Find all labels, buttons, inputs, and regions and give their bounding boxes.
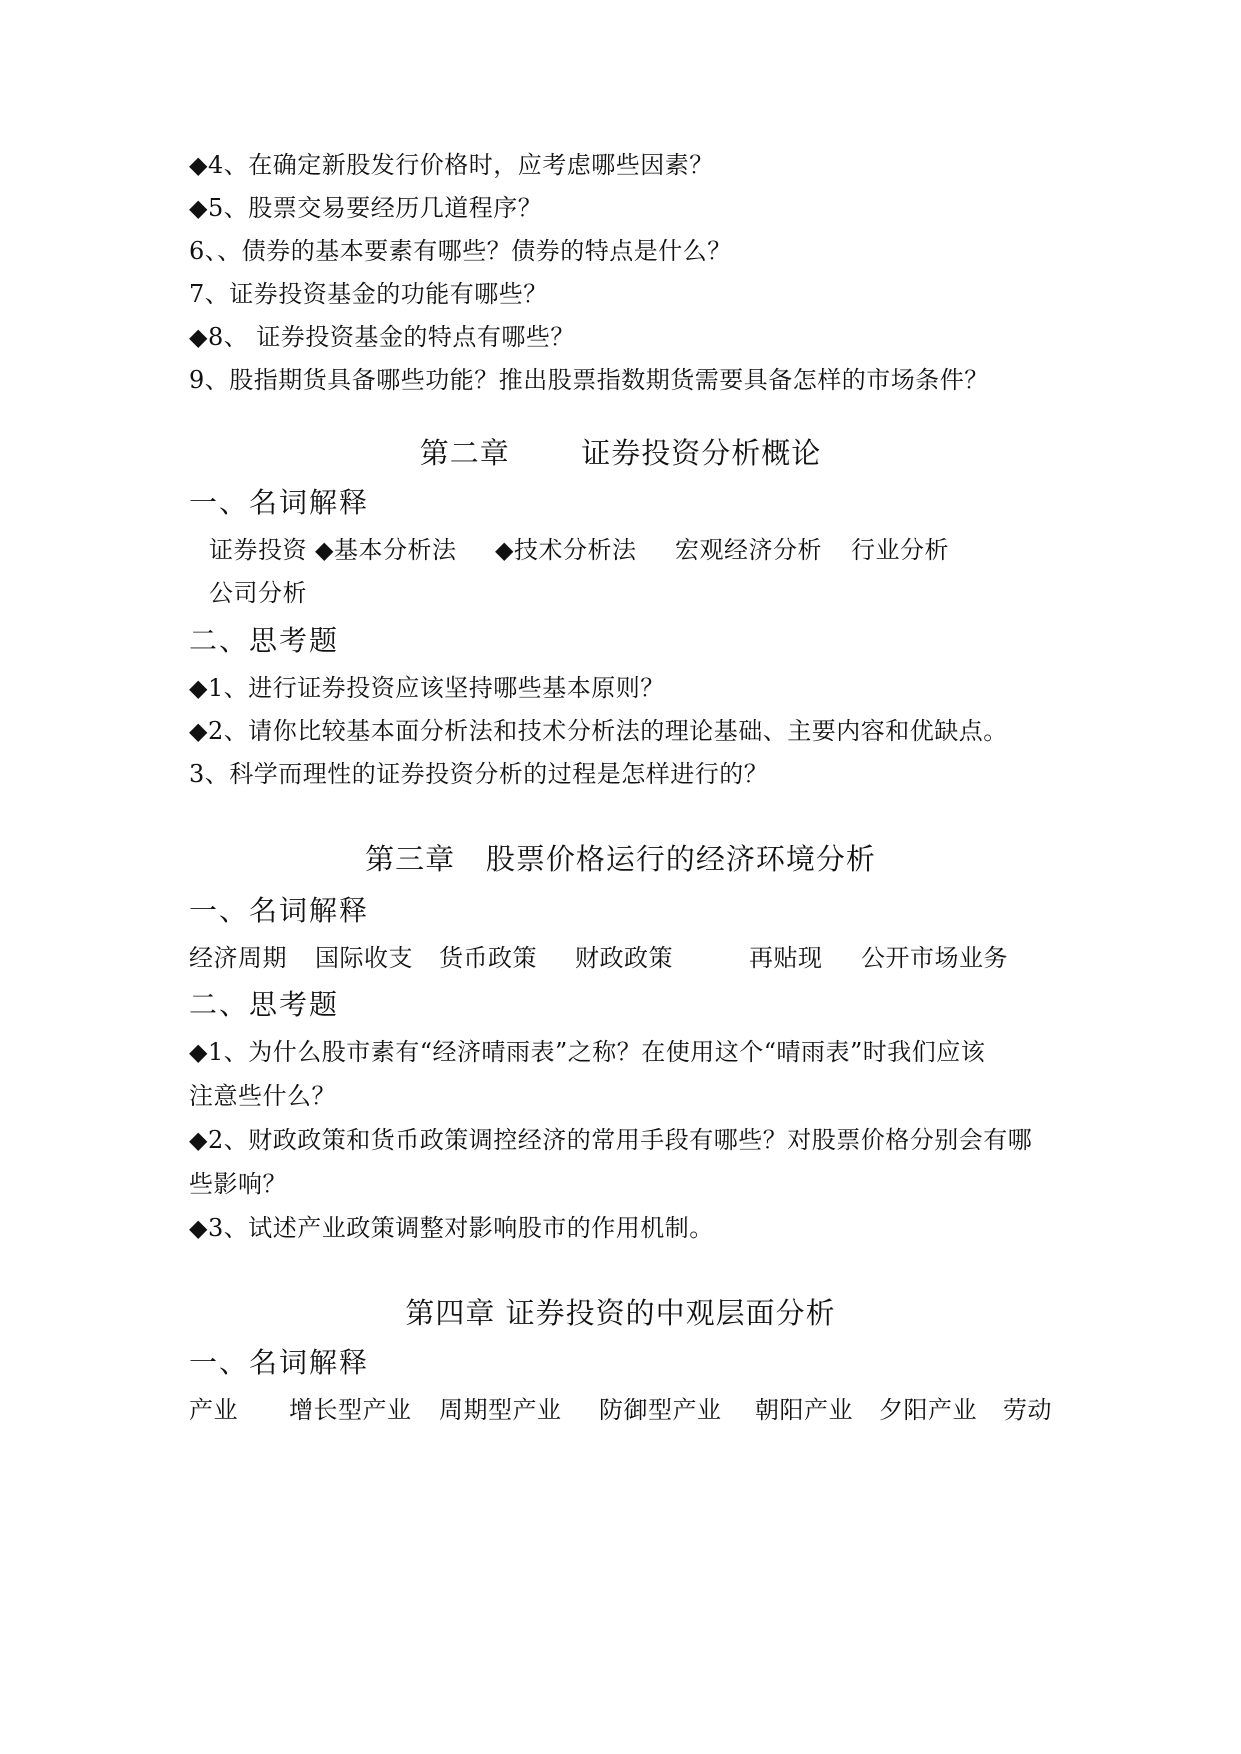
question-item: 些影响？ <box>189 1170 287 1198</box>
term: 公司分析 <box>209 579 307 607</box>
term: 行业分析 <box>851 536 949 564</box>
term: 国际收支 <box>315 944 413 972</box>
term: 再贴现 <box>749 944 823 972</box>
question-item: ◆1、为什么股市素有“经济晴雨表”之称？在使用这个“晴雨表”时我们应该 <box>189 1038 986 1066</box>
term: 防御型产业 <box>599 1396 722 1424</box>
term: 货币政策 <box>439 944 537 972</box>
term: 宏观经济分析 <box>675 536 822 564</box>
question-item: ◆8、 证券投资基金的特点有哪些？ <box>189 323 575 351</box>
term: ◆基本分析法 <box>315 536 457 564</box>
question-item: 7、证券投资基金的功能有哪些？ <box>189 280 548 308</box>
question-item: ◆1、进行证券投资应该坚持哪些基本原则？ <box>189 674 665 702</box>
question-item: 3、科学而理性的证券投资分析的过程是怎样进行的？ <box>189 760 769 788</box>
term: 财政政策 <box>575 944 673 972</box>
term: ◆技术分析法 <box>495 536 637 564</box>
term: 证券投资 <box>209 536 307 564</box>
question-item: ◆5、股票交易要经历几道程序？ <box>189 194 543 222</box>
question-item: 9、股指期货具备哪些功能？推出股票指数期货需要具备怎样的市场条件？ <box>189 366 989 394</box>
term: 经济周期 <box>189 944 287 972</box>
term: 增长型产业 <box>289 1396 412 1424</box>
chapter-title: 第四章 证券投资的中观层面分析 <box>405 1296 836 1330</box>
term: 夕阳产业 <box>879 1396 977 1424</box>
question-item: ◆3、试述产业政策调整对影响股市的作用机制。 <box>189 1214 714 1242</box>
section-heading: 二、思考题 <box>189 988 340 1021</box>
term: 朝阳产业 <box>755 1396 853 1424</box>
chapter-title: 第二章 证券投资分析概论 <box>419 436 822 470</box>
section-heading: 一、名词解释 <box>189 894 370 927</box>
section-heading: 一、名词解释 <box>189 486 370 519</box>
term: 公开市场业务 <box>861 944 1008 972</box>
question-item: ◆2、财政政策和货币政策调控经济的常用手段有哪些？对股票价格分别会有哪 <box>189 1126 1033 1154</box>
section-heading: 二、思考题 <box>189 624 340 657</box>
term: 产业 <box>189 1396 238 1424</box>
question-item: 注意些什么？ <box>189 1082 336 1110</box>
term: 周期型产业 <box>439 1396 562 1424</box>
question-item: ◆4、在确定新股发行价格时，应考虑哪些因素？ <box>189 151 714 179</box>
chapter-title: 第三章 股票价格运行的经济环境分析 <box>365 842 876 876</box>
question-item: ◆2、请你比较基本面分析法和技术分析法的理论基础、主要内容和优缺点。 <box>189 717 1008 745</box>
question-item: 6、、债券的基本要素有哪些？债券的特点是什么？ <box>189 237 732 265</box>
section-heading: 一、名词解释 <box>189 1346 370 1379</box>
term: 劳动 <box>1003 1396 1052 1424</box>
